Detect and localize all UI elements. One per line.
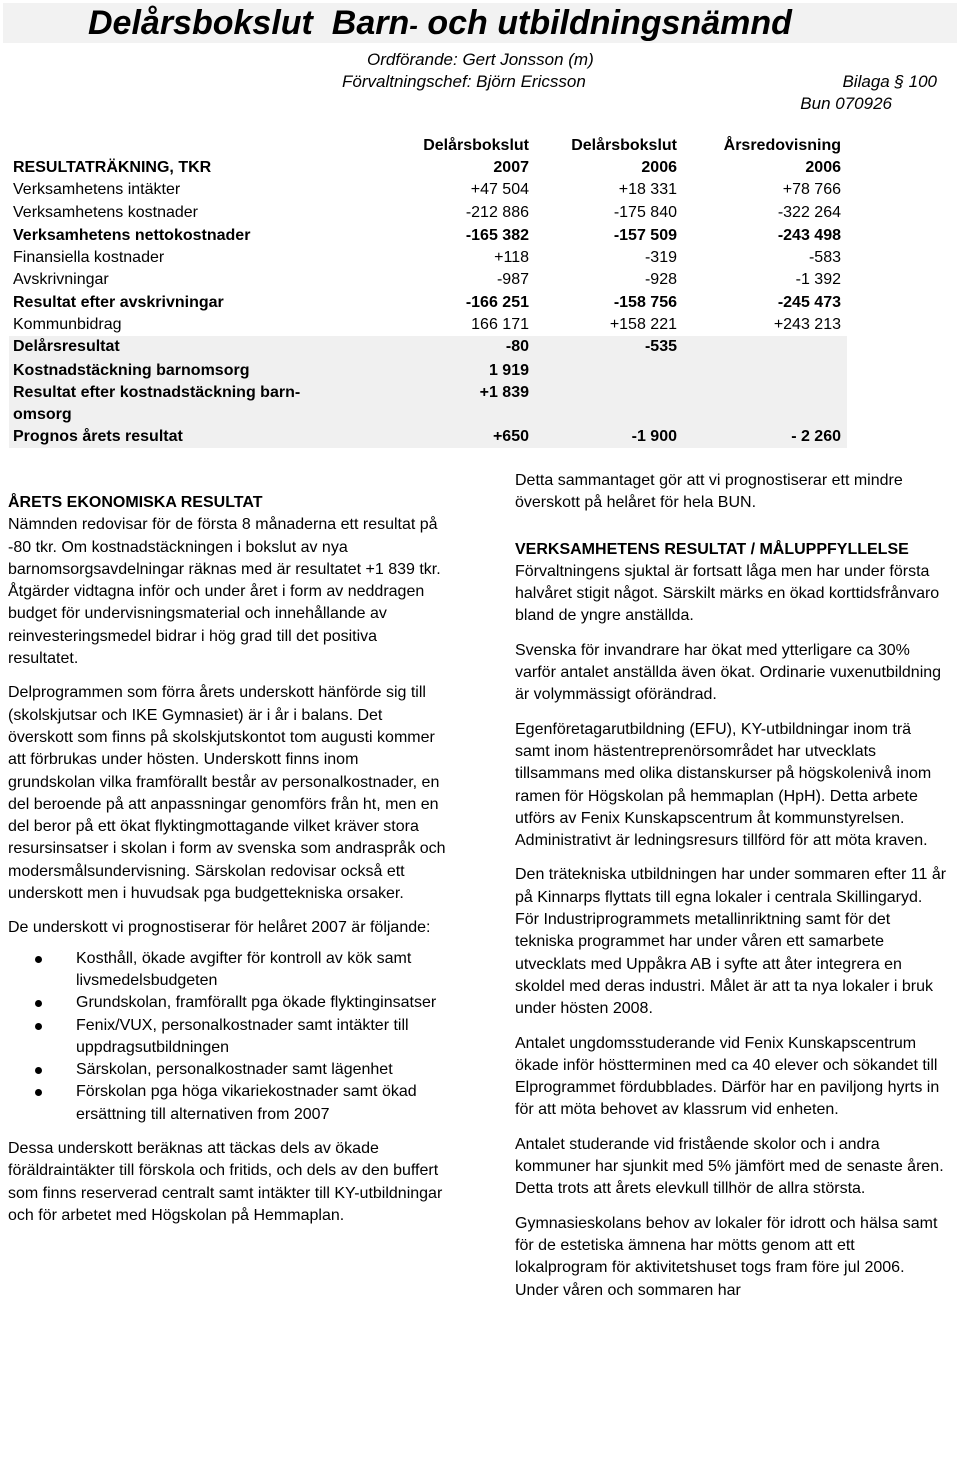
table-title: RESULTATRÄKNING, TKR bbox=[13, 159, 212, 176]
paragraph: Gymnasieskolans behov av lokaler för idrott och hälsa samt för de estetiska ämnena har mötts genom att ett lokalprogram för aktivitetshuset togs fram före jul 2006. Under våren och sommaren har bbox=[515, 1214, 938, 1299]
paragraph: Antalet studerande vid fristående skolor och i andra kommuner har sjunkit med 5% jämfört med de senaste åren. Detta trots att årets elevkull tillhör de allra största. bbox=[515, 1135, 944, 1198]
list-item-text: Kosthåll, ökade avgifter för kontroll av kök samt livsmedelsbudgeten bbox=[76, 949, 412, 989]
paragraph: Nämnden redovisar för de första 8 månaderna ett resultat på -80 tkr. Om kostnadstäckningen i bokslut av nya barnomsorgsavdelningar räknas med är resultatet +1 839 tkr. Åtgärder vidtagna inför och under året i form av neddragen budget för undervisningsmaterial och innehållande av reinvesteringsmedel bidrar i hög grad till det positiva resultatet. bbox=[8, 516, 441, 668]
table-row bbox=[9, 382, 847, 426]
row-label: Delårsresultat bbox=[13, 338, 120, 355]
row-value: -245 473 bbox=[777, 294, 841, 311]
left-column bbox=[8, 492, 448, 1239]
list-item bbox=[8, 992, 448, 1014]
row-value: -535 bbox=[644, 338, 677, 355]
list-item-text: Grundskolan, framförallt pga ökade flyktinginsatser bbox=[76, 994, 437, 1012]
paragraph: Detta sammantaget gör att vi prognostiserar ett mindre överskott på helåret för hela BUN. bbox=[515, 472, 903, 512]
row-value: -80 bbox=[505, 338, 529, 355]
title-separator: - bbox=[409, 10, 418, 40]
row-value: -243 498 bbox=[777, 227, 841, 244]
row-value: +47 504 bbox=[470, 181, 529, 198]
row-label: Verksamhetens kostnader bbox=[13, 204, 198, 221]
section-heading: ÅRETS EKONOMISKA RESULTAT bbox=[8, 494, 263, 511]
row-value: +158 221 bbox=[609, 316, 677, 333]
table-row bbox=[9, 292, 847, 314]
paragraph: Antalet ungdomsstuderande vid Fenix Kunskapscentrum ökade inför höstterminen med ca 40 elever och sökandet till Elprogrammet fördubblades. Därför har en paviljong hyrts in för att möta behovet av klassrum vid enheten. bbox=[515, 1034, 940, 1119]
list-item bbox=[8, 1081, 448, 1126]
table-row bbox=[9, 314, 847, 336]
paragraph: Delprogrammen som förra årets underskott hänförde sig till (skolskjutsar och IKE Gymnasiet) är i år i balans. Det överskott som finns på skolskjutskontot tom augusti kommer att förbrukas under hösten. Underskott finns inom grundskolan vilka framförallt består av personalkostnader, en del beroende på att anpassningar genomförs från ht, men en del beror på ett ökat flyktingmottagande vilket kräver stora resursinsatser i skolan i form av svenska som andraspråk och modersmålsundervisning. Särskolan redovisar också ett underskott men i huvudsak pga budgettekniska orsaker. bbox=[8, 684, 446, 903]
row-value: +18 331 bbox=[618, 181, 677, 198]
paragraph: Förvaltningens sjuktal är fortsatt låga men har under första halvåret stigit något. Särskilt märks en ökad korttidsfrånvaro bland de yngre anställda. bbox=[515, 562, 940, 625]
table-row bbox=[9, 360, 847, 382]
bullet-icon bbox=[35, 956, 42, 963]
table-row bbox=[9, 269, 847, 291]
chair-line: Ordförande: Gert Jonsson (m) bbox=[367, 50, 594, 69]
list-item-text: Förskolan pga höga vikariekostnader samt ökad ersättning till alternativen from 2007 bbox=[76, 1083, 417, 1123]
row-value: -158 756 bbox=[613, 294, 677, 311]
row-value: -166 251 bbox=[465, 294, 529, 311]
paragraph: Dessa underskott beräknas att täckas dels av ökade föräldraintäkter till förskola och fritids, och dels av den buffert som finns reserverad centralt samt intäkter till KY-utbildningar och för arbetet med Högskolan på Hemmaplan. bbox=[8, 1140, 443, 1224]
section-heading: VERKSAMHETENS RESULTAT / MÅLUPPFYLLELSE bbox=[515, 540, 909, 558]
row-value: -175 840 bbox=[613, 204, 677, 221]
row-label: Kommunbidrag bbox=[13, 316, 122, 333]
reference-label: Bun 070926 bbox=[800, 94, 892, 113]
list-item bbox=[8, 948, 448, 993]
row-label: Kostnadstäckning barnomsorg bbox=[13, 362, 250, 379]
bullet-icon bbox=[35, 1000, 42, 1007]
row-value: +78 766 bbox=[782, 181, 841, 198]
paragraph: Svenska för invandrare har ökat med ytterligare ca 30% varför antalet anställda även ökat. Ordinarie vuxenutbildning är volymmässigt oförändrad. bbox=[515, 641, 942, 704]
row-label: Resultat efter kostnadstäckning barn- bbox=[13, 384, 301, 401]
manager-line: Förvaltningschef: Björn Ericsson bbox=[342, 72, 586, 91]
table-header-row bbox=[9, 157, 847, 179]
table-row bbox=[9, 336, 847, 360]
table-row bbox=[9, 179, 847, 201]
list-item bbox=[8, 1015, 448, 1060]
row-value: -212 886 bbox=[465, 204, 529, 221]
row-value: -322 264 bbox=[777, 204, 841, 221]
appendix-label: Bilaga § 100 bbox=[842, 72, 937, 91]
row-label: Verksamhetens intäkter bbox=[13, 181, 181, 198]
page-title bbox=[88, 2, 792, 46]
row-label: Verksamhetens nettokostnader bbox=[13, 227, 251, 244]
row-label: Avskrivningar bbox=[13, 271, 109, 288]
row-value: +650 bbox=[492, 428, 529, 445]
bullet-icon bbox=[35, 1067, 42, 1074]
table-row bbox=[9, 225, 847, 247]
table-row bbox=[9, 202, 847, 224]
list-item-text: Fenix/VUX, personalkostnader samt intäkter till uppdragsutbildningen bbox=[76, 1016, 409, 1056]
list-item-text: Särskolan, personalkostnader samt lägenhet bbox=[76, 1061, 393, 1079]
title-part-a: Delårsbokslut bbox=[88, 4, 313, 42]
right-column bbox=[515, 470, 950, 1314]
row-value: +243 213 bbox=[773, 316, 841, 333]
paragraph: Den trätekniska utbildningen har under sommaren efter 11 år på Kinnarps flyttats till egna lokaler i centrala Skillingaryd. För Industriprogrammets metallinriktning samt för det tekniska programmet har under våren ett samarbete utvecklats med Uppåkra AB i syfte att åter integrera en skoldel med deras industri. Målet är att ta nya lokaler i bruk under hösten 2008. bbox=[515, 866, 947, 1018]
row-value: -987 bbox=[496, 271, 529, 288]
row-label-continued: omsorg bbox=[13, 406, 72, 423]
col-head-top: Delårsbokslut bbox=[423, 137, 529, 154]
paragraph: Egenföretagarutbildning (EFU), KY-utbildningar inom trä samt inom hästentreprenörsområdet har utvecklats tillsammans med olika distanskurser på högskolenivå inom ramen för Högskolan på hemmaplan (HpH). Detta arbete utförs av Fenix Kunskapscentrum åt kommunstyrelsen. Administrativt är ledningsresurs tillförd för att möta kraven. bbox=[515, 720, 932, 850]
row-label: Prognos årets resultat bbox=[13, 428, 183, 445]
row-value: +118 bbox=[494, 249, 529, 266]
table-row bbox=[9, 247, 847, 269]
table-row bbox=[9, 426, 847, 448]
title-part-b: Barn bbox=[331, 4, 410, 42]
row-value: - 2 260 bbox=[791, 428, 841, 445]
row-value: -165 382 bbox=[465, 227, 529, 244]
col-head-top: Delårsbokslut bbox=[571, 137, 677, 154]
col-head: 2006 bbox=[641, 159, 677, 176]
row-value: -928 bbox=[644, 271, 677, 288]
bullet-list bbox=[8, 948, 448, 1126]
row-label: Finansiella kostnader bbox=[13, 249, 165, 266]
row-value: +1 839 bbox=[479, 384, 529, 401]
row-value: -1 900 bbox=[631, 428, 677, 445]
row-value: 1 919 bbox=[488, 362, 529, 379]
row-value: -157 509 bbox=[613, 227, 677, 244]
list-item bbox=[8, 1059, 448, 1081]
col-head-top: Årsredovisning bbox=[723, 137, 841, 154]
row-label: Resultat efter avskrivningar bbox=[13, 294, 224, 311]
row-value: -1 392 bbox=[795, 271, 841, 288]
row-value: -583 bbox=[808, 249, 841, 266]
bullet-icon bbox=[35, 1023, 42, 1030]
col-head: 2006 bbox=[805, 159, 841, 176]
table-header-row-top bbox=[9, 135, 847, 157]
bullet-icon bbox=[35, 1089, 42, 1096]
row-value: -319 bbox=[644, 249, 677, 266]
col-head: 2007 bbox=[493, 159, 529, 176]
title-part-c: och utbildningsnämnd bbox=[427, 4, 792, 42]
row-value: 166 171 bbox=[471, 316, 529, 333]
paragraph: De underskott vi prognostiserar för helåret 2007 är följande: bbox=[8, 919, 431, 937]
